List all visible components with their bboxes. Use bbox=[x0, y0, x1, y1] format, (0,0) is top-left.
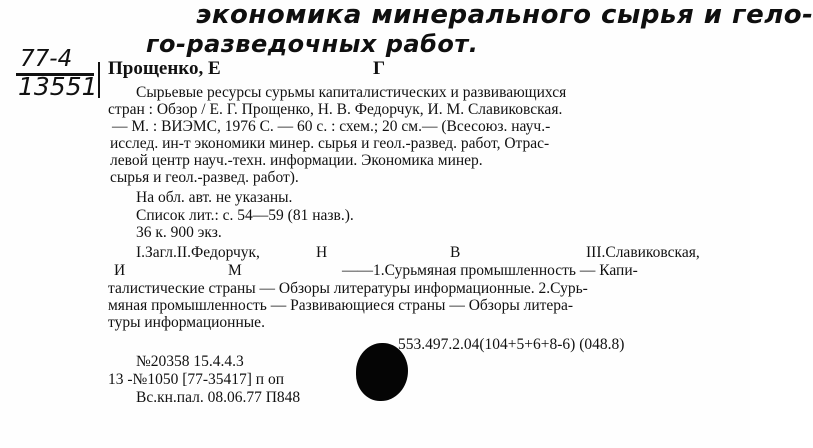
body-line-3: — М. : ВИЭМС, 1976 С. — 60 с. : схем.; 20 см.— (Всесоюз. науч.- bbox=[112, 118, 551, 135]
body-line-5: левой центр науч.-техн. информации. Экономика минер. bbox=[110, 152, 483, 169]
note-price-print-run: 36 к. 900 экз. bbox=[136, 224, 222, 241]
body-line-6: сырья и геол.-развед. работ). bbox=[110, 169, 299, 186]
body-line-4: исслед. ин-т экономики минер. сырья и геол.-развед. работ, Отрас- bbox=[110, 135, 550, 152]
tracing-1c: В bbox=[450, 244, 461, 261]
tracing-1a: I.Загл.II.Федорчук, bbox=[136, 244, 260, 261]
body-line-1: Сырьевые ресурсы сурьмы капиталистических и развивающихся bbox=[136, 84, 567, 101]
footer-line-2: 13 -№1050 [77-35417] п оп bbox=[108, 371, 285, 388]
author-heading bbox=[108, 58, 386, 80]
tracing-2c: ——1.Сурьмяная промышленность — Капи- bbox=[342, 262, 638, 279]
classification-index: 553.497.2.04(104+5+6+8-6) (048.8) bbox=[398, 336, 625, 353]
tracing-3: талистические страны — Обзоры литературы информационные. 2.Сурь- bbox=[108, 280, 588, 297]
tracing-2b: М bbox=[228, 262, 242, 279]
footer-line-1: №20358 15.4.4.3 bbox=[136, 353, 244, 370]
tracing-5: туры информационные. bbox=[108, 314, 265, 331]
author-name: Прощенко, Е bbox=[108, 58, 221, 79]
note-authors: На обл. авт. не указаны. bbox=[136, 189, 293, 206]
tracing-1b: Н bbox=[316, 244, 328, 261]
shelfmark-bottom: 13551 bbox=[18, 72, 98, 101]
shelfmark-top: 77-4 bbox=[20, 46, 73, 72]
tracing-1d: III.Славиковская, bbox=[586, 244, 700, 261]
handwritten-subject-line-1: экономика минерального сырья и гело- bbox=[196, 0, 813, 30]
note-bibliography: Список лит.: с. 54—59 (81 назв.). bbox=[136, 207, 354, 224]
tracing-4: мяная промышленность — Развивающиеся страны — Обзоры литера- bbox=[108, 297, 574, 314]
tracing-2a: И bbox=[114, 262, 126, 279]
handwritten-subject-line-2: го-разведочных работ. bbox=[146, 30, 479, 58]
body-line-2: стран : Обзор / Е. Г. Прощенко, Н. В. Федорчук, И. М. Славиковская. bbox=[108, 101, 563, 118]
author-initial: Г bbox=[373, 58, 386, 79]
shelfmark-bracket bbox=[98, 62, 104, 98]
footer-line-3: Вс.кн.пал. 08.06.77 П848 bbox=[136, 389, 301, 406]
